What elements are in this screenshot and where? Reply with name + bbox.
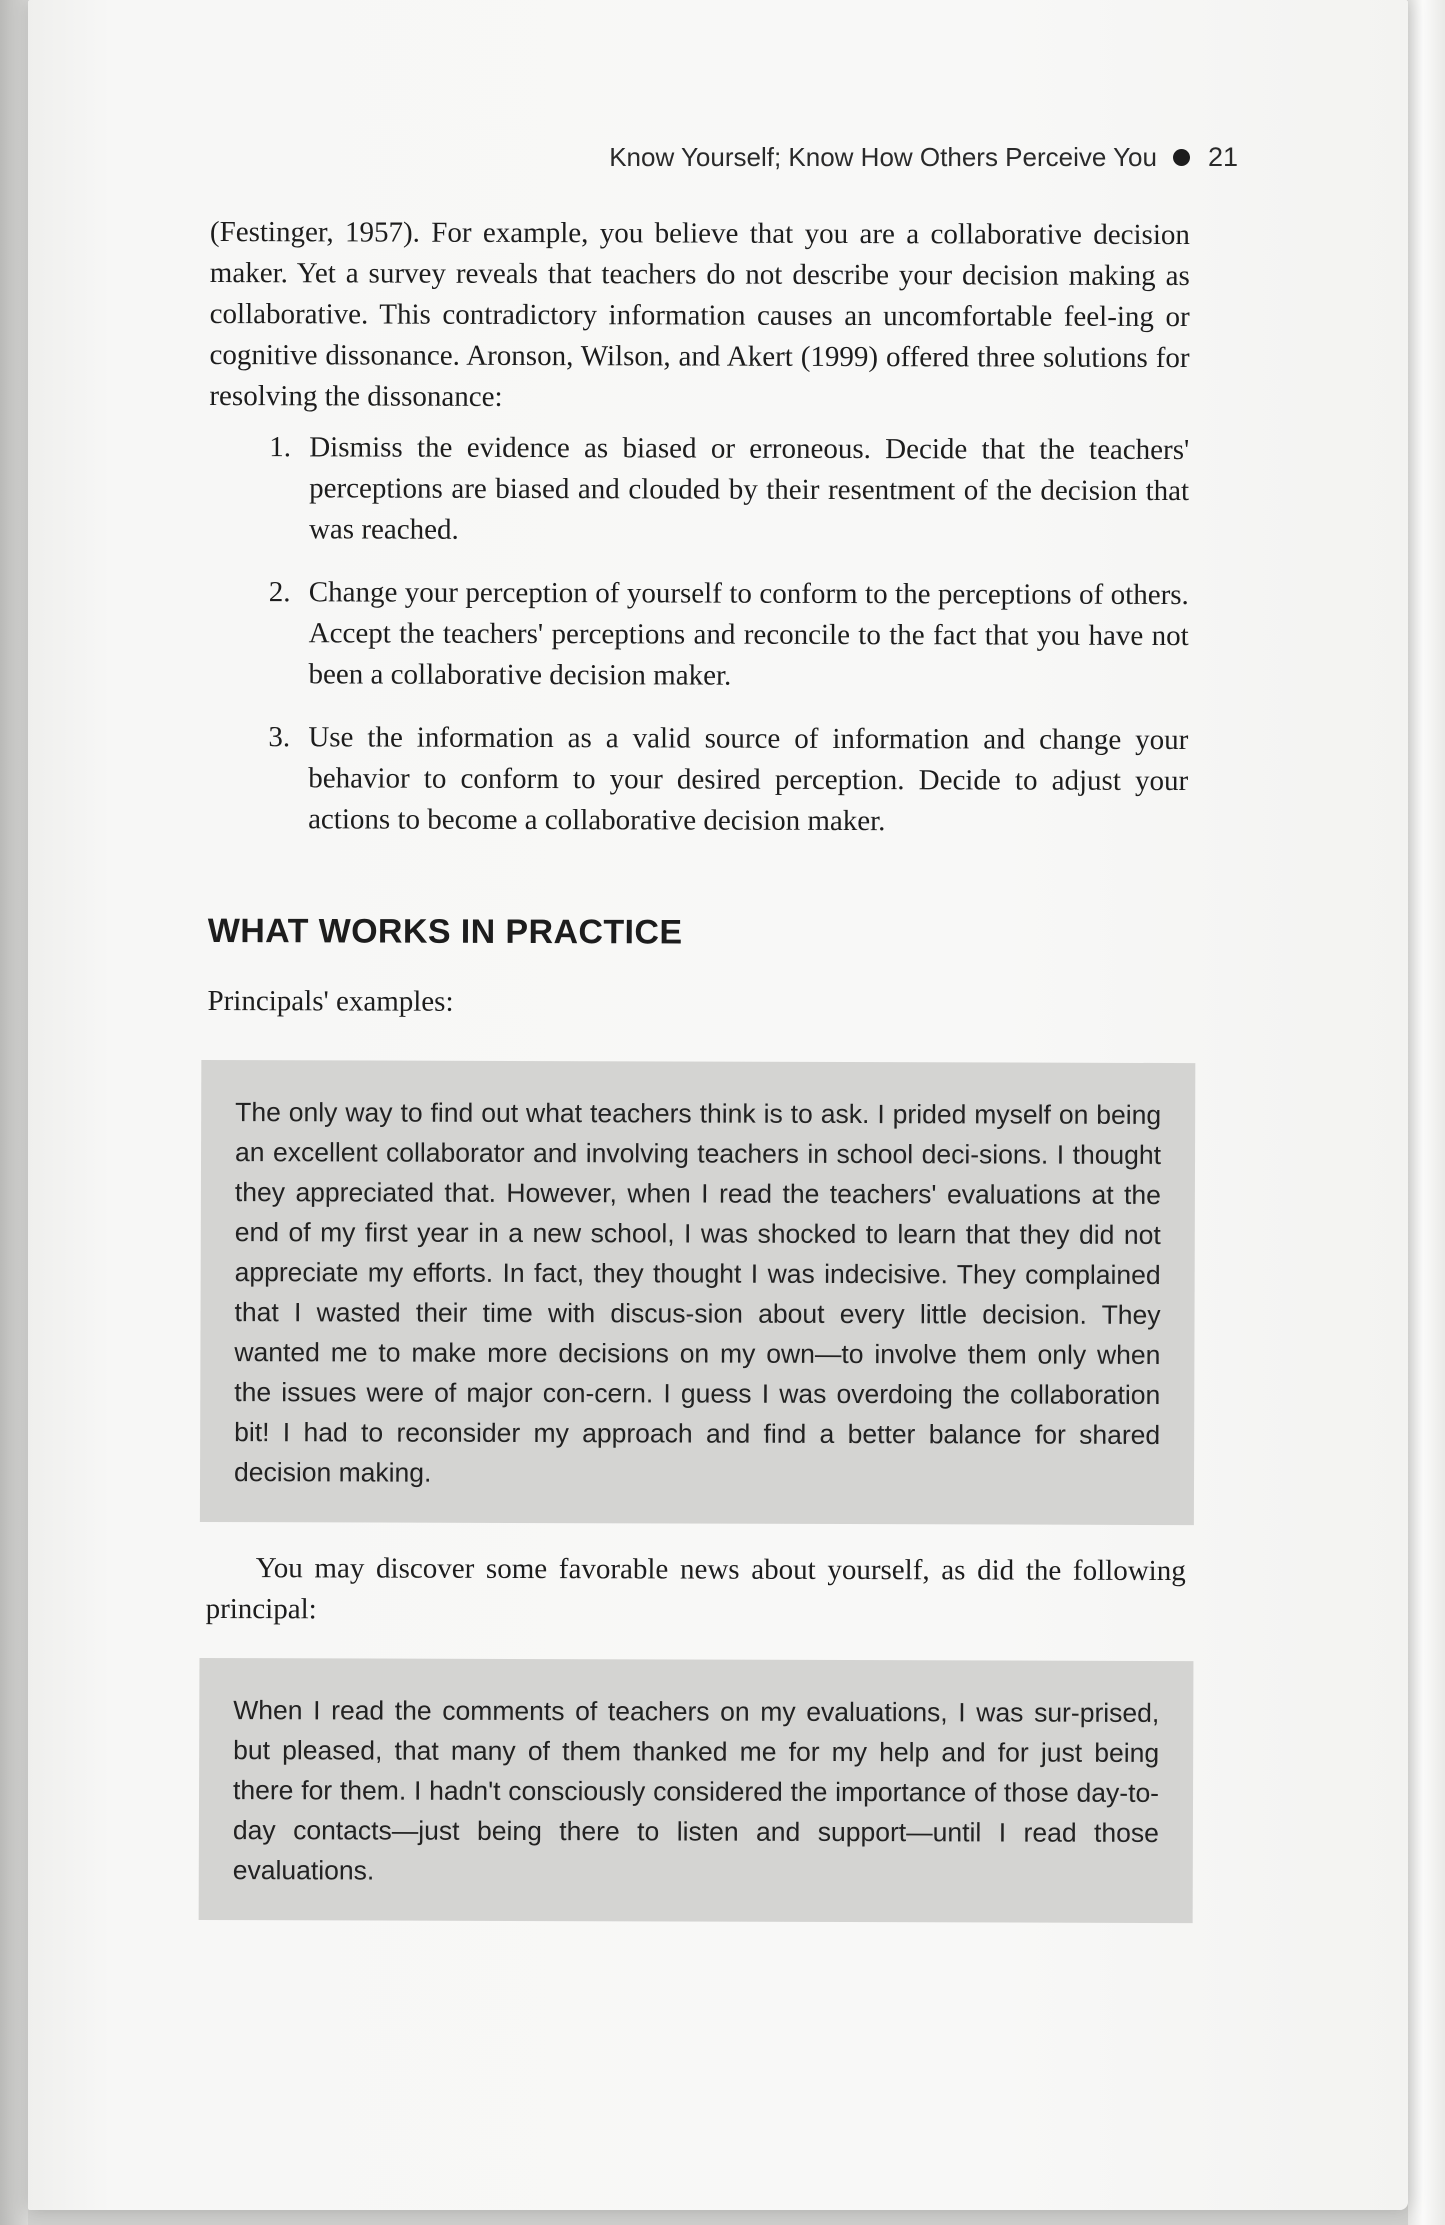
page-number: 21 xyxy=(1207,142,1238,172)
transition-paragraph: You may discover some favorable news about yourself, as did the following principal: xyxy=(205,1552,1186,1626)
solutions-list xyxy=(208,427,1189,843)
list-item-number: 3. xyxy=(268,721,291,754)
example-quote-text: The only way to find out what teachers think is to ask. I prided myself on being an excellent collaborator and involving teachers in school deci-sions. I thought they appreciated that. However, when I read the teachers' evaluations at the end of my first year in a new school, I was shocked to learn that they did not appreciate my efforts. In fact, they thought I was indecisive. They complained that I wasted their time with discus-sion about every little decision. They wanted me to make more decisions on my own—to involve them only when the issues were of major con-cern. I guess I was overdoing the collaboration bit! I had to reconsider my approach and find a better balance for shared decision making. xyxy=(233,1097,1162,1488)
list-item-number: 2. xyxy=(268,576,291,609)
list-item-text: Use the information as a valid source of information and change your behavior to conform to your desired perception. Decide to adjust your actions to become a collaborative decision maker. xyxy=(308,721,1189,838)
list-item xyxy=(208,717,1188,843)
running-head xyxy=(609,142,1238,173)
examples-label: Principals' examples: xyxy=(207,984,454,1018)
example-quote-text: When I read the comments of teachers on my evaluations, I was sur-prised, but pleased, that many of them thanked me for my help and for just being there for them. I hadn't consciously considered the importance of those day-to-day contacts—just being there to listen and support—until I read those evaluations. xyxy=(232,1695,1160,1886)
example-quote-box xyxy=(200,1060,1195,1525)
page-content xyxy=(205,212,1190,1923)
list-item-text: Change your perception of yourself to conform to the perceptions of others. Accept the teachers' perceptions and reconcile to the fact that you have not been a collaborative decision maker. xyxy=(308,576,1189,692)
example-quote-box xyxy=(199,1658,1194,1923)
bullet-dot-icon xyxy=(1173,149,1190,166)
list-item xyxy=(208,572,1188,698)
list-item-text: Dismiss the evidence as biased or erroneous. Decide that the teachers' perceptions are biased and clouded by their resentment of the decision that was reached. xyxy=(308,431,1190,546)
intro-paragraph: (Festinger, 1957). For example, you believe that you are a collaborative decision maker. Yet a survey reveals that teachers do not describe your decision making as collaborative. This contradictory information causes an uncomfortable feel-ing or cognitive dissonance. Aronson, Wilson, and Akert (1999) offered three solutions for resolving the dissonance: xyxy=(209,215,1190,413)
section-heading: WHAT WORKS IN PRACTICE xyxy=(207,911,683,952)
page-stack-edge xyxy=(1408,0,1445,2225)
book-page xyxy=(28,0,1408,2210)
list-item xyxy=(209,427,1189,553)
book-spine-shadow xyxy=(0,0,28,2225)
list-item-number: 1. xyxy=(269,431,292,464)
running-head-title: Know Yourself; Know How Others Perceive You xyxy=(609,142,1157,172)
